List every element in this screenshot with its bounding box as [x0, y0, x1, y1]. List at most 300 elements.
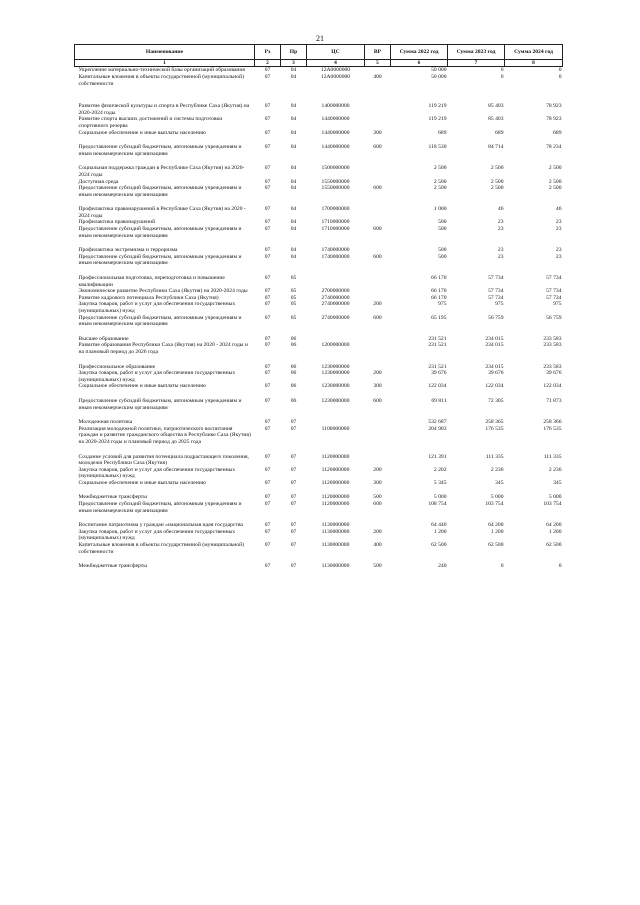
row-cs: [307, 336, 365, 343]
row-cs: 1100000000: [321, 425, 350, 432]
table-row: [75, 185, 563, 198]
table-row: [75, 383, 563, 390]
row-pr: 06: [290, 363, 297, 370]
row-name: Профессиональная подготовка, переподготовка и повышение квалификации: [78, 275, 225, 288]
column-number: 7: [448, 60, 505, 67]
spacer-row: [75, 136, 563, 144]
table-row: [75, 103, 563, 116]
spacer-row: [75, 555, 563, 563]
row-rz: 07: [264, 342, 271, 349]
row-vr: [365, 103, 391, 116]
row-pr: 04: [290, 103, 297, 110]
row-sum-2023: 62 500: [488, 542, 504, 549]
row-sum-2022: 532 687: [428, 419, 447, 426]
row-pr: 06: [290, 335, 297, 342]
scan-artifact-dots: . . . . . . . . . . . . . .: [148, 8, 337, 13]
row-name: Закупка товаров, работ и услуг для обеспечения государственных (муниципальных) нужд: [78, 301, 236, 314]
row-pr: 04: [290, 226, 297, 233]
table-row: [75, 522, 563, 529]
table-row: [75, 130, 563, 137]
spacer-row: [75, 390, 563, 398]
row-vr: [365, 454, 391, 467]
row-sum-2024: 39 676: [546, 370, 562, 377]
row-sum-2023: 85 403: [488, 103, 504, 110]
row-sum-2022: 39 676: [431, 370, 447, 377]
row-sum-2022: 231 521: [428, 363, 447, 370]
row-name: Предоставление субсидий бюджетным, автономным учреждениям и иным некоммерческим организациям: [78, 253, 242, 267]
row-name: Экономическое развитие Республики Саха (Якутия) на 2020-2024 годы: [78, 288, 248, 295]
row-sum-2024: 62 500: [546, 542, 562, 549]
column-number: 1: [75, 60, 255, 67]
table-row: [75, 301, 563, 314]
row-vr: 400: [373, 73, 382, 80]
row-pr: 07: [290, 563, 297, 570]
table-row: [75, 467, 563, 480]
row-rz: 07: [264, 275, 271, 282]
header-pr: Пр: [281, 45, 307, 60]
row-cs: [307, 419, 365, 426]
row-name: Воспитание патриотизма у граждан «национальная идея государства: [78, 522, 243, 529]
row-sum-2024: 23: [555, 253, 562, 260]
row-name: Предоставление субсидий бюджетным, автономным учреждениям и иным некоммерческим организациям: [78, 226, 242, 239]
row-pr: 06: [290, 383, 297, 390]
row-vr: 600: [373, 397, 382, 404]
budget-table-container: [74, 44, 562, 570]
spacer-cell: [75, 446, 563, 454]
row-sum-2022: 62 500: [431, 542, 447, 549]
row-vr: [365, 219, 391, 226]
table-row: [75, 74, 563, 87]
row-sum-2022: 66 170: [431, 294, 447, 301]
row-name: Социальное обеспечение и иные выплаты населению: [78, 479, 206, 486]
row-name: Закупка товаров, работ и услуг для обеспечения государственных (муниципальных) нужд: [78, 466, 236, 480]
row-pr: 04: [290, 129, 297, 136]
row-vr: 300: [373, 479, 382, 486]
row-vr: 200: [373, 528, 382, 535]
row-pr: 07: [290, 528, 297, 535]
row-name: Закупка товаров, работ и услуг для обеспечения государственных (муниципальных) нужд: [78, 370, 236, 383]
row-name: Предоставление субсидий бюджетным, автономным учреждениям и иным некоммерческим организациям: [78, 185, 242, 198]
row-cs: 1700000000: [321, 206, 350, 213]
row-sum-2022: 2 500: [433, 178, 447, 185]
row-cs: 1120000000: [321, 501, 350, 508]
row-cs: 1230000000: [321, 370, 350, 377]
row-cs: 1130000000: [321, 522, 350, 529]
row-rz: 07: [264, 494, 271, 501]
table-row: [75, 398, 563, 411]
row-cs: 1230000000: [321, 363, 350, 370]
row-sum-2022: 500: [438, 226, 447, 233]
row-cs: 1130000000: [321, 542, 350, 549]
row-cs: 1740000000: [321, 247, 350, 254]
row-name: Предоставление субсидий бюджетным, автономным учреждениям и иным некоммерческим организациям: [78, 501, 242, 514]
row-rz: 07: [264, 419, 271, 426]
spacer-cell: [75, 356, 563, 364]
row-cs: 1400000000: [321, 103, 350, 110]
row-cs: 1500000000: [321, 165, 350, 172]
row-name: Молодежная политика: [78, 419, 133, 426]
row-rz: 07: [264, 165, 271, 172]
row-pr: 04: [290, 144, 297, 151]
row-cs: 2740000000: [321, 314, 350, 321]
row-sum-2023: 689: [495, 129, 504, 136]
row-sum-2024: 56 759: [546, 314, 562, 321]
row-pr: 07: [290, 425, 297, 432]
row-sum-2023: 72 305: [488, 397, 504, 404]
row-pr: 05: [290, 314, 297, 321]
row-vr: 600: [373, 144, 382, 151]
header-cs: ЦС: [307, 45, 365, 60]
row-sum-2024: 46: [555, 206, 562, 213]
row-pr: 04: [290, 178, 297, 185]
row-sum-2024: 2 236: [548, 466, 562, 473]
header-sum-2024: Сумма 2024 год: [505, 45, 563, 60]
row-cs: 2740000000: [321, 301, 350, 308]
row-sum-2023: 56 759: [488, 314, 504, 321]
column-number: 5: [365, 60, 391, 67]
row-sum-2022: 50 000: [431, 73, 447, 80]
row-name: Предоставление субсидий бюджетным, автономным учреждениям и иным некоммерческим организациям: [78, 144, 242, 157]
table-row: [75, 370, 563, 383]
row-sum-2024: 2 500: [548, 165, 562, 172]
row-cs: [307, 275, 365, 288]
row-sum-2024: 176 535: [543, 425, 562, 432]
row-sum-2022: 2 500: [433, 185, 447, 192]
row-vr: 200: [373, 466, 382, 473]
row-cs: 1710000000: [321, 219, 350, 226]
row-rz: 07: [264, 528, 271, 535]
row-sum-2024: 57 734: [546, 275, 562, 282]
row-name: Укрепление материально-технической базы организаций образования: [78, 67, 245, 74]
row-name: Создание условий для развития потенциала подрастающего поколения, молодежи Республики Саха (Якутия): [78, 453, 249, 467]
row-pr: 04: [290, 165, 297, 172]
row-cs: 2700000000: [321, 288, 350, 295]
row-sum-2024: 71 873: [546, 397, 562, 404]
row-sum-2024: 64 200: [546, 522, 562, 529]
row-sum-2022: 2 202: [433, 466, 447, 473]
row-rz: 07: [264, 314, 271, 321]
table-row: [75, 501, 563, 514]
table-row: [75, 529, 563, 542]
row-name: Предоставление субсидий бюджетным, автономным учреждениям и иным некоммерческим организациям: [78, 397, 242, 411]
row-rz: 07: [264, 397, 271, 404]
row-pr: 04: [290, 206, 297, 213]
row-sum-2023: 23: [497, 226, 504, 233]
row-cs: 1120000000: [321, 479, 350, 486]
row-sum-2022: 1 000: [433, 206, 447, 213]
row-pr: 04: [290, 219, 297, 226]
spacer-row: [75, 411, 563, 419]
row-sum-2024: 57 734: [546, 294, 562, 301]
row-vr: [365, 295, 391, 302]
row-sum-2022: 231 521: [428, 342, 447, 349]
row-sum-2022: 240: [438, 563, 447, 570]
row-rz: 07: [264, 479, 271, 486]
row-rz: 07: [264, 363, 271, 370]
row-vr: 400: [373, 542, 382, 549]
row-vr: 200: [373, 301, 382, 308]
row-sum-2022: 689: [438, 129, 447, 136]
row-sum-2022: 108 754: [428, 501, 447, 508]
row-cs: 1130000000: [321, 563, 350, 570]
row-sum-2024: 103 754: [543, 501, 562, 508]
row-pr: 04: [290, 67, 297, 74]
row-sum-2024: 233 583: [543, 335, 562, 342]
row-pr: 04: [290, 116, 297, 123]
row-pr: 05: [290, 288, 297, 295]
row-sum-2024: 0: [558, 563, 562, 570]
row-rz: 07: [264, 178, 271, 185]
row-sum-2023: 2 500: [490, 185, 504, 192]
row-pr: 06: [290, 370, 297, 377]
row-pr: 04: [290, 247, 297, 254]
row-sum-2024: 23: [555, 247, 562, 254]
row-vr: [365, 67, 391, 74]
header-rz: Рз: [255, 45, 281, 60]
row-rz: 07: [264, 383, 271, 390]
row-cs: 12А0000000: [320, 67, 351, 74]
row-sum-2023: 176 535: [485, 425, 504, 432]
row-rz: 07: [264, 129, 271, 136]
spacer-cell: [75, 411, 563, 419]
row-rz: 07: [264, 563, 271, 570]
row-rz: 07: [264, 522, 271, 529]
row-rz: 07: [264, 453, 271, 460]
row-vr: 500: [373, 563, 382, 570]
row-sum-2022: 119 219: [428, 103, 447, 110]
row-pr: 07: [290, 466, 297, 473]
row-name: Социальная поддержка граждан в Республике Саха (Якутия) на 2020-2024 годы: [78, 165, 245, 178]
row-sum-2024: 258 366: [543, 419, 562, 426]
row-sum-2022: 2 500: [433, 165, 447, 172]
table-row: [75, 454, 563, 467]
row-sum-2024: 23: [555, 219, 562, 226]
row-sum-2024: 2 500: [548, 178, 562, 185]
row-name: Профессиональное образование: [78, 363, 156, 370]
row-cs: 12А0000000: [320, 73, 351, 80]
table-row: [75, 116, 563, 129]
row-sum-2023: 85 403: [488, 116, 504, 123]
row-pr: 07: [290, 479, 297, 486]
row-sum-2023: 57 734: [488, 294, 504, 301]
row-sum-2023: 23: [497, 247, 504, 254]
row-vr: 600: [373, 253, 382, 260]
row-sum-2024: 122 034: [543, 383, 562, 390]
row-rz: 07: [264, 206, 271, 213]
row-pr: 07: [290, 542, 297, 549]
table-row: [75, 226, 563, 239]
row-rz: 07: [264, 247, 271, 254]
row-sum-2023: 2 500: [490, 178, 504, 185]
spacer-cell: [75, 486, 563, 494]
table-row: [75, 315, 563, 328]
row-pr: 05: [290, 275, 297, 282]
row-sum-2024: 78 234: [546, 144, 562, 151]
spacer-cell: [75, 87, 563, 103]
row-vr: 600: [373, 314, 382, 321]
row-sum-2024: 233 583: [543, 363, 562, 370]
row-sum-2023: 46: [497, 206, 504, 213]
row-vr: 600: [373, 226, 382, 233]
row-sum-2024: 2 500: [548, 185, 562, 192]
row-sum-2022: 204 903: [428, 425, 447, 432]
row-pr: 07: [290, 501, 297, 508]
column-number: 2: [255, 60, 281, 67]
row-rz: 07: [264, 103, 271, 110]
row-name: Развитие физической культуры и спорта в Республике Саха (Якутия) на 2020-2024 годы: [78, 103, 250, 116]
row-rz: 07: [264, 335, 271, 342]
row-sum-2024: 111 335: [543, 453, 562, 460]
row-pr: 04: [290, 73, 297, 80]
spacer-row: [75, 446, 563, 454]
row-vr: [365, 419, 391, 426]
row-pr: 07: [290, 494, 297, 501]
row-cs: 1740000000: [321, 253, 350, 260]
row-sum-2023: 258 365: [485, 419, 504, 426]
row-sum-2024: 345: [553, 479, 562, 486]
row-rz: 07: [264, 253, 271, 260]
row-sum-2024: 975: [553, 301, 562, 308]
row-vr: 300: [373, 383, 382, 390]
row-name: Развитие спорта высших достижений и системы подготовки спортивного резерва: [78, 116, 223, 129]
row-sum-2023: 84 714: [488, 144, 504, 151]
row-sum-2023: 0: [500, 73, 504, 80]
row-sum-2022: 69 811: [431, 397, 447, 404]
row-vr: [365, 275, 391, 288]
row-vr: [365, 426, 391, 446]
row-rz: 07: [264, 144, 271, 151]
row-pr: 07: [290, 419, 297, 426]
row-name: Межбюджетные трансферты: [78, 563, 147, 570]
row-sum-2023: 23: [497, 253, 504, 260]
row-rz: 07: [264, 288, 271, 295]
spacer-cell: [75, 514, 563, 522]
spacer-row: [75, 87, 563, 103]
row-sum-2022: 500: [438, 247, 447, 254]
row-sum-2023: 2 500: [490, 165, 504, 172]
row-sum-2022: 5 000: [433, 494, 447, 501]
budget-table: [74, 44, 563, 570]
row-cs: 1230000000: [321, 383, 350, 390]
row-sum-2023: 57 734: [488, 288, 504, 295]
spacer-row: [75, 486, 563, 494]
row-cs: 1130000000: [321, 528, 350, 535]
row-cs: 1440000000: [321, 116, 350, 123]
row-sum-2023: 64 200: [488, 522, 504, 529]
row-pr: 06: [290, 342, 297, 349]
table-row: [75, 419, 563, 426]
row-sum-2022: 66 170: [431, 288, 447, 295]
row-name: Межбюджетные трансферты: [78, 494, 147, 501]
row-cs: 1120000000: [321, 453, 350, 460]
row-rz: 07: [264, 116, 271, 123]
row-vr: [365, 336, 391, 343]
row-sum-2024: 0: [558, 67, 562, 74]
row-sum-2023: 0: [500, 563, 504, 570]
table-row: [75, 67, 563, 74]
row-sum-2023: 0: [500, 67, 504, 74]
row-sum-2022: 1 200: [433, 528, 447, 535]
row-sum-2024: 5 000: [548, 494, 562, 501]
row-cs: 1550000000: [321, 185, 350, 192]
row-pr: 05: [290, 294, 297, 301]
row-cs: 1440000000: [321, 129, 350, 136]
row-cs: 1440000000: [321, 144, 350, 151]
row-sum-2023: 122 034: [485, 383, 504, 390]
row-sum-2024: 233 583: [543, 342, 562, 349]
row-sum-2022: 500: [438, 253, 447, 260]
row-rz: 07: [264, 466, 271, 473]
row-name: Доступная среда: [78, 178, 119, 185]
row-name: Профилактика правонарушений: [78, 219, 156, 226]
row-name: Профилактика правонарушений в Республике Саха (Якутия) на 2020 - 2024 годы: [78, 206, 246, 219]
row-sum-2022: 119 219: [428, 116, 447, 123]
spacer-row: [75, 328, 563, 336]
table-row: [75, 144, 563, 157]
spacer-cell: [75, 267, 563, 275]
row-sum-2023: 345: [495, 479, 504, 486]
row-sum-2023: 234 015: [485, 335, 504, 342]
row-vr: 500: [373, 494, 382, 501]
row-sum-2022: 50 000: [431, 67, 447, 74]
row-sum-2023: 39 676: [488, 370, 504, 377]
row-sum-2023: 5 000: [490, 494, 504, 501]
row-sum-2022: 64 440: [431, 522, 447, 529]
row-rz: 07: [264, 73, 271, 80]
row-sum-2023: 2 236: [490, 466, 504, 473]
row-cs: 1120000000: [321, 466, 350, 473]
row-sum-2023: 234 015: [485, 342, 504, 349]
row-pr: 04: [290, 185, 297, 192]
row-sum-2022: 122 034: [428, 383, 447, 390]
row-vr: [365, 247, 391, 254]
row-name: Капитальные вложения в объекты государственной (муниципальной) собственности: [78, 542, 244, 555]
column-number-row: [75, 60, 563, 67]
row-cs: 2740000000: [321, 294, 350, 301]
table-row: [75, 165, 563, 178]
row-sum-2024: 0: [558, 73, 562, 80]
table-row: [75, 563, 563, 570]
table-row: [75, 288, 563, 295]
row-sum-2023: 23: [497, 219, 504, 226]
row-vr: [365, 206, 391, 219]
column-number: 3: [281, 60, 307, 67]
row-name: Профилактика экстремизма и терроризма: [78, 247, 178, 254]
row-sum-2024: 57 734: [546, 288, 562, 295]
row-sum-2022: 121 391: [428, 453, 447, 460]
table-row: [75, 275, 563, 288]
table-row: [75, 542, 563, 555]
row-sum-2022: 500: [438, 219, 447, 226]
row-rz: 07: [264, 67, 271, 74]
row-sum-2024: 23: [555, 226, 562, 233]
row-name: Развитие кадрового потенциала Республики Саха (Якутия): [78, 294, 219, 301]
row-rz: 07: [264, 185, 271, 192]
spacer-row: [75, 267, 563, 275]
row-cs: 1120000000: [321, 494, 350, 501]
row-name: Капитальные вложения в объекты государственной (муниципальной) собственности: [78, 73, 244, 87]
row-sum-2024: 1 200: [548, 528, 562, 535]
row-pr: 07: [290, 453, 297, 460]
row-rz: 07: [264, 425, 271, 432]
header-name: Наименование: [75, 45, 255, 60]
row-rz: 07: [264, 294, 271, 301]
row-sum-2023: 1 200: [490, 528, 504, 535]
row-sum-2023: 57 734: [488, 275, 504, 282]
spacer-row: [75, 514, 563, 522]
row-sum-2023: 103 754: [485, 501, 504, 508]
row-name: Предоставление субсидий бюджетным, автономным учреждениям и иным некоммерческим организациям: [78, 314, 242, 328]
